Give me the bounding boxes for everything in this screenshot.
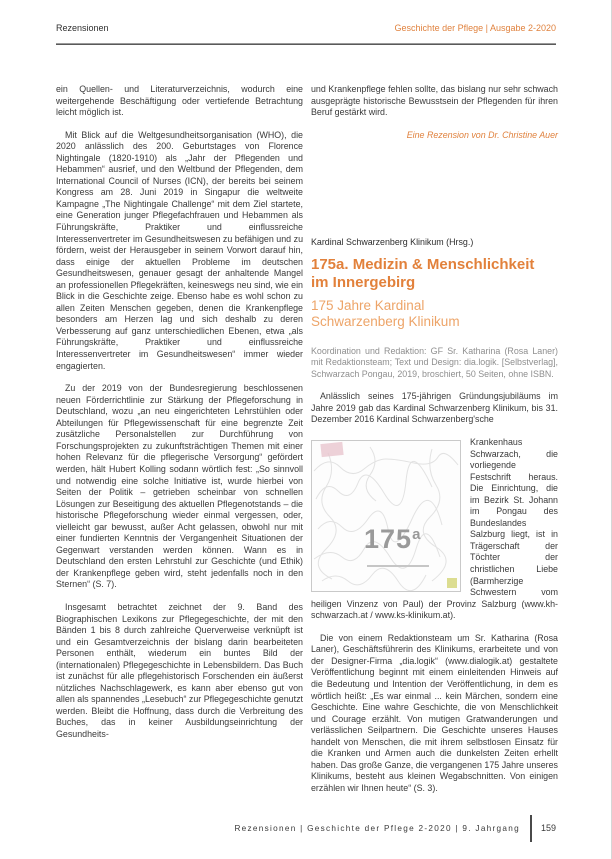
body-paragraph-lead: Anlässlich seines 175-jährigen Gründungsjubiläums im Jahre 2019 gab das Kardinal Schwarzenberg Klinikum, bis 31. Dezember 2016 Kardinal Schwarzenberg'sche <box>311 391 558 425</box>
review-byline: Eine Rezension von Dr. Christine Auer <box>406 129 558 140</box>
body-paragraph: Mit Blick auf die Weltgesundheitsorganisation (WHO), die 2020 anlässlich des 200. Geburtstages von Florence Nightingale (1820-1910) als „Jahr der Pflegenden und Hebammen“ ausrief, und den Weltbund der Pflegenden, dem International Council of Nurses (ICN), der bereits bei seinem Kongress am 28. Juni 2019 in Singapur die weltweite Kampagne „The Nightingale Challenge“ mit dem Ziel startete, eine Generation junger Pflegefachfrauen und Hebammen als Führungskräfte, Praktiker und einflussreiche Interessenvertreter im Gesundheitswesen zu befähigen und zu fördern, weist der Herausgeber in seinem Vorwort darauf hin, dass einige der aktuellen Probleme im deutschen Gesundheitswesen, genauer gesagt der anhaltende Mangel an professionellen Pflegekräften, keineswegs neu sind, wie ein Blick in die Geschichte zeige. Ebenso habe es wohl schon zu allen Zeiten Menschen gegeben, denen die Krankenpflege besonders am Herzen lag und sich deshalb zu deren Verbesserung auf ganz unterschiedlichen Ebenen, etwa „als Führungskräfte, Praktiker und einflussreiche Interessenvertreter im Gesundheitswesen“ immer wieder engagierten. <box>56 129 303 371</box>
left-column <box>56 84 303 805</box>
wrap-block <box>311 437 558 622</box>
footer-page-number: 159 <box>540 823 556 833</box>
cover-yellow-mark <box>447 578 457 588</box>
review-subtitle: 175 Jahre Kardinal Schwarzenberg Klinikum <box>311 297 460 330</box>
header-rule <box>56 43 556 45</box>
cover-sketch-art <box>312 441 460 591</box>
body-paragraph-continuation: und Krankenpflege fehlen sollte, das bislang nur sehr schwach ausgeprägte historische Bewusstsein der Pflegenden für ihren Beruf gestärkt wird. <box>311 84 558 118</box>
body-paragraph-wrapped: Krankenhaus Schwarzach, die vorliegende Festschrift heraus. Die Einrichtung, die im Bezirk St. Johann im Pongau des Bundeslandes Salzburg liegt, ist in Trägerschaft der Töchter der christlichen Liebe (Barmherzige Schwestern vom heiligen Vinzenz von Paul) der Provinz Salzburg (www.kh-schwarzach.at / www.ks-klinikum.at). <box>311 437 558 621</box>
body-paragraph: Insgesamt betrachtet zeichnet der 9. Band des Biographischen Lexikons zur Pflegegeschichte, der mit den Bänden 1 bis 8 durch zahlreiche Querverweise verknüpft ist und ein Gesamtverzeichnis der bislang darin bearbeiteten Personen enthält, wiederum ein buntes Bild der (internationalen) Pflegegeschichte in Lebensbildern. Das Buch ist zunächst für alle pflegehistorisch Forschenden ein äußerst nützliches Nachschlagewerk, es kann aber ebenso gut von allen als spannendes „Lesebuch“ zur Pflegegeschichte genutzt werden. Bleibt die Hoffnung, dass durch die Verbreitung des Buches, das in keiner Ausbildungseinrichtung der Gesundheits- <box>56 601 303 739</box>
footer-text: Rezensionen | Geschichte der Pflege 2-2020 | 9. Jahrgang <box>234 823 520 833</box>
cover-title-superscript: a <box>412 526 422 544</box>
body-paragraph: Zu der 2019 von der Bundesregierung beschlossenen neuen Förderrichtlinie zur Stärkung der Pflegeforschung in Deutschland, wozu „an neu eingerichteten Lehrstühlen oder Abteilungen für Pflegewissenschaft für eine begrenzte Zeit zusätzliche Personalstellen zur Durchführung von Forschungsprojekten zu zukunftsträchtigen Themen mit einer hohen Relevanz für die pflegerische Versorgung“ gefördert werden, hält Hubert Kolling sodann wörtlich fest: „So sinnvoll und notwendig eine solche Initiative ist, wurde hierbei von Seiten der Politik – getrieben scheinbar von schnellen Lösungen zur Beseitigung des aktuellen Pflegenotstands – die historische Pflegeforschung wieder einmal vergessen, oder, vielleicht gar bewusst, außer Acht gelassen, obwohl nur mit einer fundierten Kenntnis der Vergangenheit Situationen der Gegenwart verstanden werden können. Wann es in Deutschland den ersten Lehrstuhl zur Geschichte (und Ethik) der Krankenpflege geben wird, steht jedenfalls noch in den Sternen“ (S. 7). <box>56 383 303 590</box>
body-columns <box>56 84 558 805</box>
review-header-block <box>311 237 558 331</box>
header-journal-label: Geschichte der Pflege | Ausgabe 2-2020 <box>394 23 556 33</box>
book-cover-image <box>311 440 461 592</box>
cover-caption-line <box>367 565 429 567</box>
right-column <box>311 84 558 805</box>
review-bibliography: Koordination und Redaktion: GF Sr. Katharina (Rosa Laner) mit Redaktionsteam; Text und Design: dia.logik. [Selbstverlag], Schwarzach Pongau, 2019, broschiert, 50 Seiten, ohne ISBN. <box>311 345 558 379</box>
body-paragraph: ein Quellen- und Literaturverzeichnis, wodurch eine weitergehende Beschäftigung oder vertiefende Betrachtung leicht möglich ist. <box>56 84 303 118</box>
running-header <box>56 23 556 33</box>
body-paragraph: Die von einem Redaktionsteam um Sr. Katharina (Rosa Laner), Geschäftsführerin des Klinikums, erarbeitete und von der Designer-Firma „dia.logik“ (www.dialogik.at) gestaltete Veröffentlichung beginnt mit einem einleitenden Hinweis auf die Bedeutung und Intention der Veröffentlichung, in dem es wörtlich heißt: „Es war einmal ... kein Märchen, sondern eine Geschichte. Eine wahre Geschichte, die von Menschlichkeit und Courage erzählt. Von mutigen Gratwanderungen und verlässlichen Seilpartnern. Die Geschichte unseres Hauses handelt von Menschen, die mit ihrem selbstlosen Einsatz für die Kranken und Armen auch die dunkelsten Zeiten erhellt haben. Das große Ganze, die vergangenen 175 Jahre unseres Klinikums, besteht aus kleinen Wegabschnitten. Von einigen erzählen wir Ihnen heute“ (S. 3). <box>311 632 558 793</box>
footer-divider <box>530 815 532 842</box>
page-footer <box>0 813 556 843</box>
cover-title-number: 175$^a$ <box>364 524 422 555</box>
cover-pink-patch <box>320 442 343 457</box>
header-section-label: Rezensionen <box>56 23 109 33</box>
review-title: 175a. Medizin & Menschlichkeit im Innergebirg <box>311 255 535 292</box>
review-editor-line: Kardinal Schwarzenberg Klinikum (Hrsg.) <box>311 237 474 248</box>
